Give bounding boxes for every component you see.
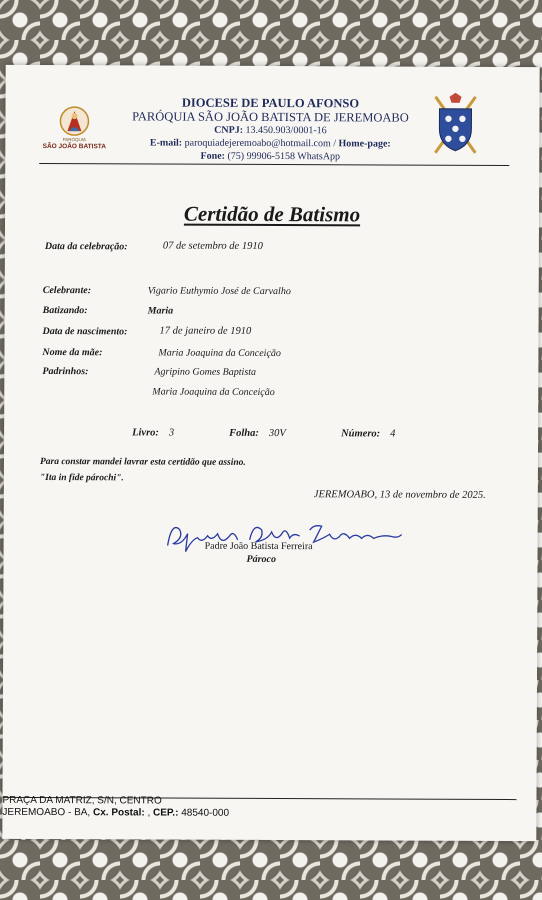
logo-name-text: SÃO JOÃO BATISTA [42,143,107,151]
baptized-value: Maria [147,305,174,317]
footer-city: JEREMOABO - BA, [2,806,94,819]
celebrant-label: Celebrante: [42,285,92,297]
homepage-label: Home-page: [338,138,391,150]
priest-title: Pároco [246,553,277,566]
number-value: 4 [390,428,396,440]
book-label: Livro: [132,427,159,439]
footer-cep-label: CEP.: [153,807,179,819]
parish-name: PARÓQUIA SÃO JOÃO BATISTA DE JEREMOABO [132,109,409,125]
mother-name-label: Nome da mãe: [42,347,103,359]
celebration-date-label: Data da celebração: [44,241,128,253]
diocese-name: DIOCESE DE PAULO AFONSO [181,95,360,111]
certificate-title: Certidão de Batismo [183,201,361,227]
phone-label: Fone: [200,150,226,162]
book-value: 3 [168,427,175,439]
attestation-text: Para constar mandei lavrar esta certidão que assino. [39,456,246,468]
mother-name-value: Maria Joaquina da Conceição [158,347,281,360]
birth-date-label: Data de nascimento: [42,326,128,338]
cnpj-label: CNPJ: [214,124,244,136]
footer-postal-value: , [144,807,154,819]
priest-name: Padre João Batista Ferreira [204,540,313,553]
diocese-coat-of-arms [429,93,481,159]
parish-logo [42,103,107,155]
header-divider [39,163,509,166]
godparent-1-value: Agripino Gomes Baptista [154,366,257,378]
baptism-certificate [2,65,539,841]
footer-cep-value: 48540-000 [178,807,230,819]
place-and-date: JEREMOABO, 13 de novembro de 2025. [313,489,486,501]
birth-date-value: 17 de janeiro de 1910 [159,325,252,337]
email-label: E-mail: [149,137,183,149]
godparent-2-value: Maria Joaquina da Conceição [152,386,275,399]
phone-value: (75) 99906-5158 WhatsApp [227,150,341,163]
cnpj-value: 13.450.903/0001-16 [245,124,327,137]
handwritten-signature [164,516,404,566]
logo-top-text: PARÓQUIA [62,137,87,143]
footer-postal-label: Cx. Postal: [92,807,145,819]
page-label: Folha: [229,427,259,439]
footer-address: PRAÇA DA MATRIZ, S/N, CENTRO [2,794,162,807]
celebration-date-value: 07 de setembro de 1910 [162,240,263,252]
email-value: paroquiadejeremoabo@hotmail.com / [184,137,337,150]
baptized-label: Batizando: [42,305,88,317]
celebrant-value: Vigario Euthymio José de Carvalho [147,285,291,298]
godparents-label: Padrinhos: [42,366,89,378]
latin-formula: "Ita in fide párochi". [39,472,124,484]
page-value: 30V [268,427,286,440]
number-label: Número: [341,428,381,440]
